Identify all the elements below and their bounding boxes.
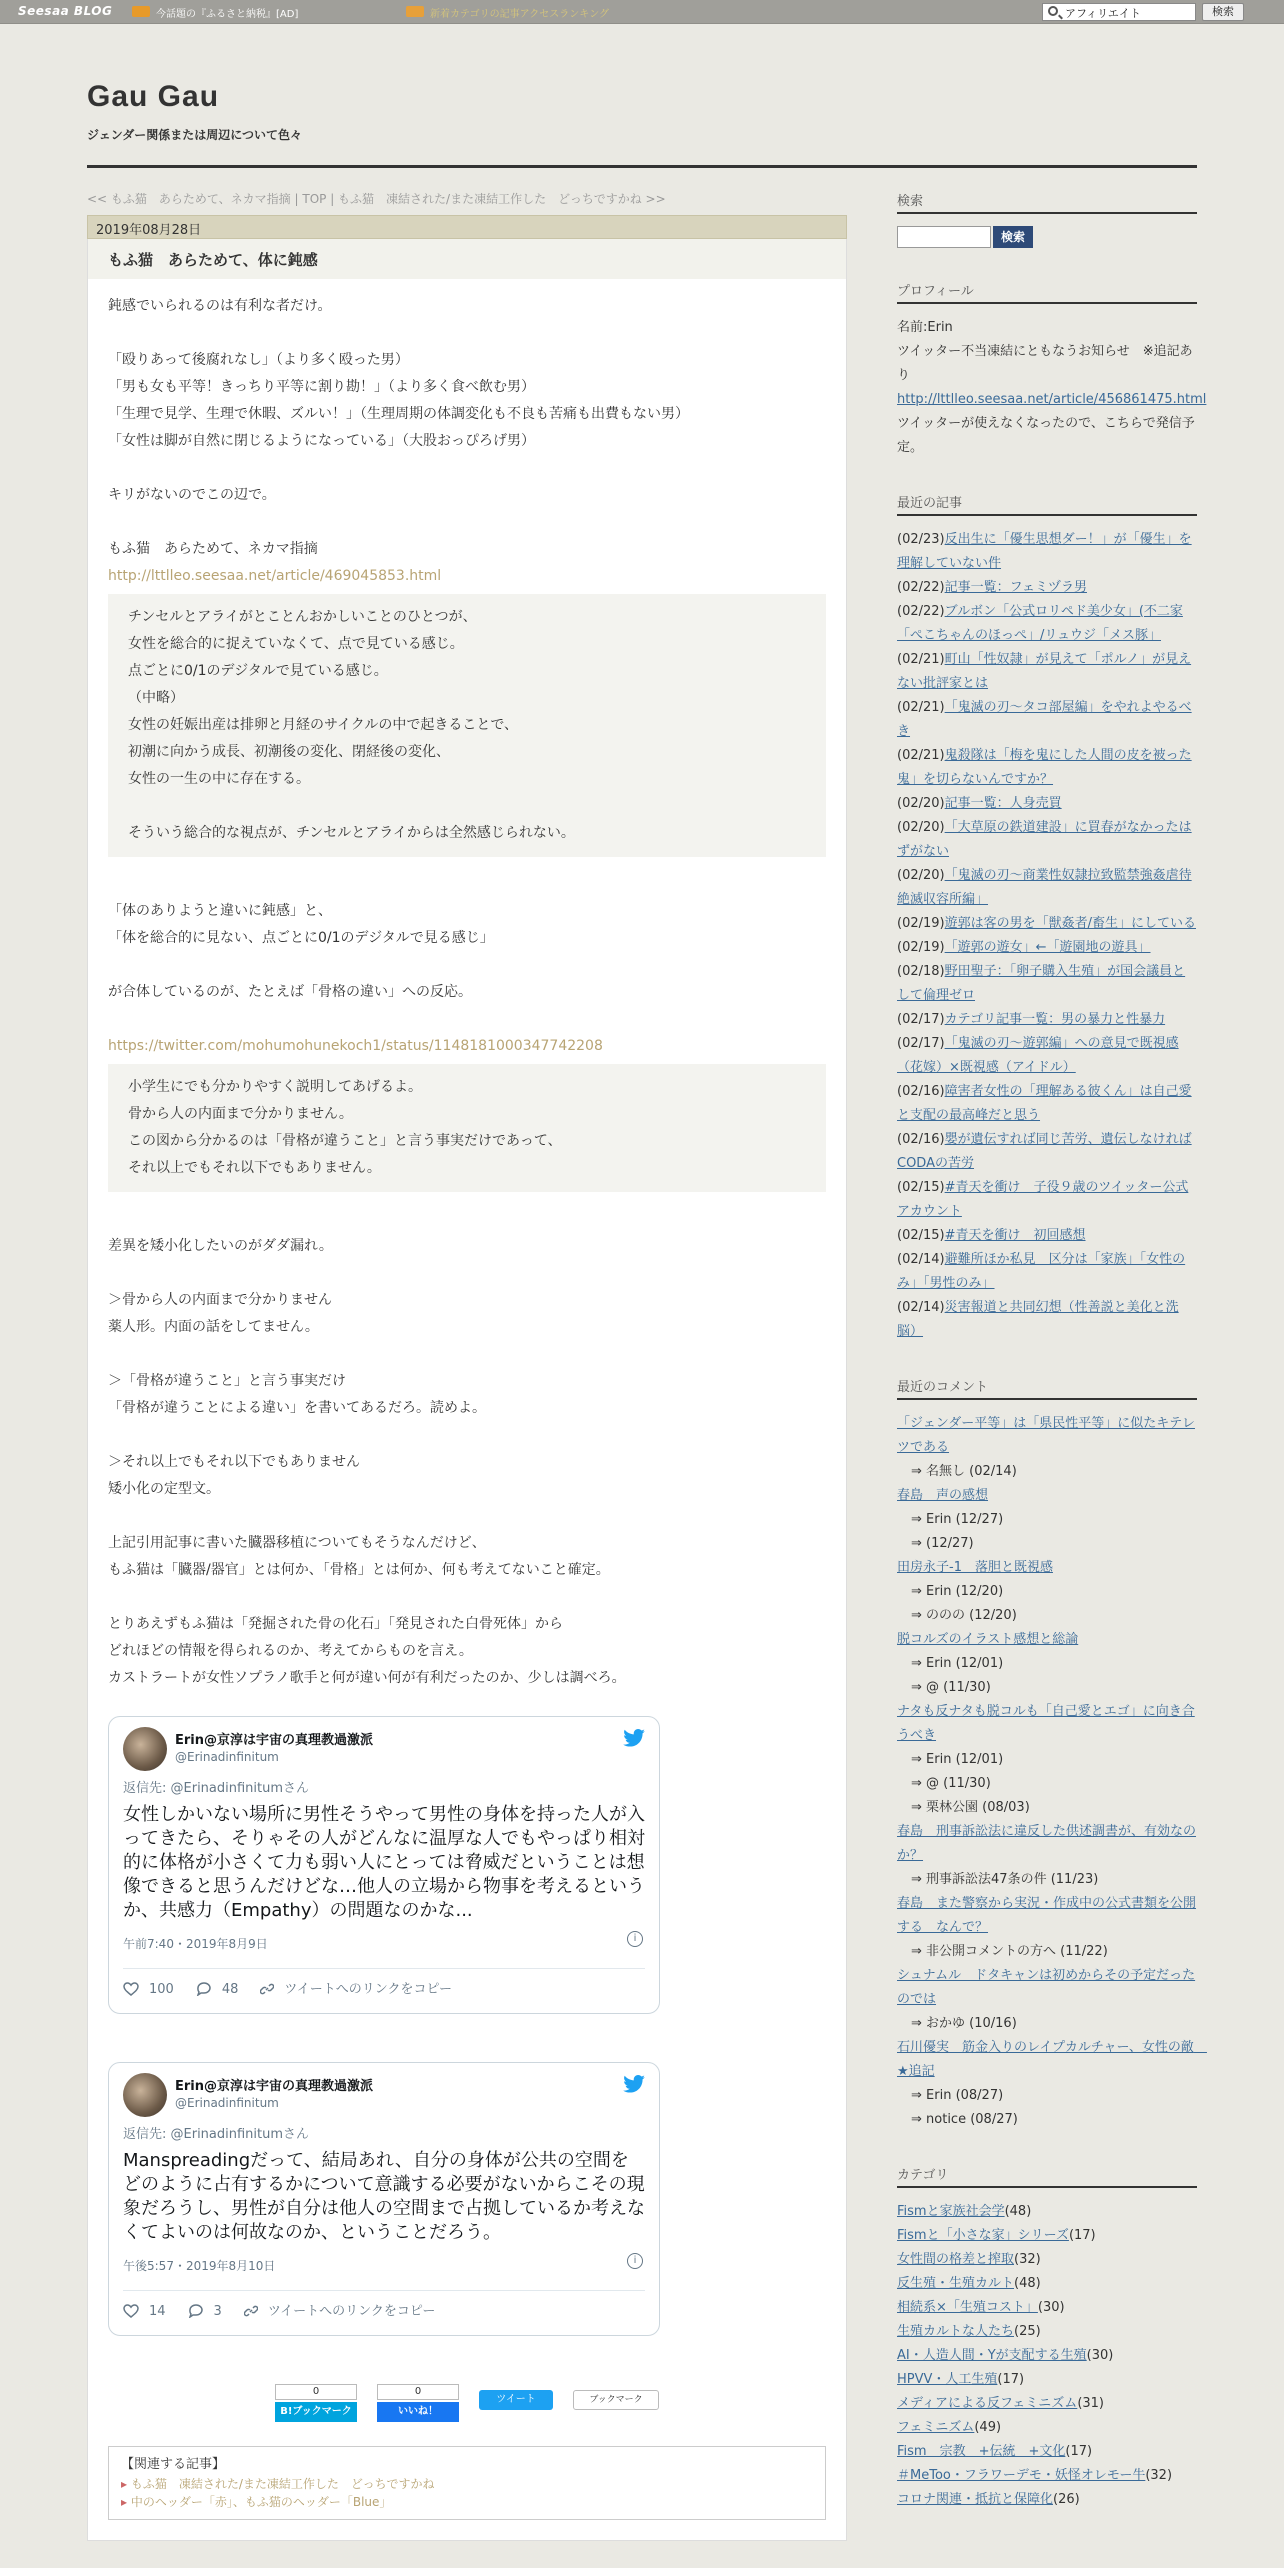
prev-post-link[interactable]: << もふ猫 あらためて、ネカマ指摘: [87, 192, 291, 206]
sidebar-search-button[interactable]: 検索: [993, 226, 1033, 248]
paragraph: キリがないのでこの辺で。: [108, 487, 276, 503]
search-icon: [1048, 6, 1058, 16]
recent-article-item: [897, 936, 1197, 960]
post-title[interactable]: もふ猫 あらためて、体に鈍感: [88, 239, 846, 279]
category-item: [897, 2224, 1197, 2248]
comment-article-link[interactable]: 春島 声の感想: [897, 1488, 989, 1503]
quote-line: 女性の一生の中に存在する。: [128, 771, 310, 787]
recent-article-date: (02/23): [897, 532, 945, 547]
tweet-author-name[interactable]: Erin@京淳は宇宙の真理教過激派: [175, 1733, 374, 1748]
info-icon[interactable]: i: [627, 2253, 643, 2269]
tweet-author-name[interactable]: Erin@京淳は宇宙の真理教過激派: [175, 2079, 374, 2094]
paragraph: 「骨格が違うことによる違い」を書いてあるだろ。読めよ。: [108, 1400, 486, 1416]
sidebar: [897, 190, 1207, 2544]
recent-article-link[interactable]: 遊郭は客の男を「獣姦者/畜生」にしている: [944, 916, 1196, 931]
category-item: [897, 2248, 1197, 2272]
reply-bubble-icon: [188, 2304, 204, 2318]
sidebar-heading: 検索: [897, 190, 1197, 214]
recent-article-item: [897, 1224, 1197, 1248]
paragraph: が合体しているのが、たとえば「骨格の違い」への反応。: [108, 984, 472, 1000]
blockquote: [108, 594, 826, 857]
recent-article-date: (02/20): [897, 868, 945, 883]
share-buttons: [108, 2384, 826, 2422]
topbar-search-button[interactable]: 検索: [1202, 3, 1244, 21]
reply-button[interactable]: [196, 1976, 239, 2003]
related-link[interactable]: ▸ もふ猫 凍結された/また凍結工作した どっちですかね: [121, 2475, 813, 2493]
recent-article-date: (02/16): [897, 1084, 945, 1099]
recent-articles-list: [897, 528, 1197, 1344]
comment-article-link[interactable]: 脱コルズのイラスト感想と総論: [897, 1632, 1079, 1647]
category-item: [897, 2344, 1197, 2368]
recent-article-link[interactable]: 「大草原の鉄道建設」に買春がなかったはずがない: [897, 820, 1192, 859]
category-item: [897, 2392, 1197, 2416]
profile-note: ツイッターが使えなくなったので、こちらで発信予定。: [897, 416, 1195, 455]
recent-article-item: [897, 1080, 1197, 1128]
hatena-count: 0: [275, 2384, 357, 2400]
tweet-share-button[interactable]: ツイート: [479, 2390, 553, 2410]
category-item: [897, 2488, 1197, 2512]
recent-article-item: [897, 960, 1197, 1008]
recent-article-date: (02/21): [897, 748, 945, 763]
recent-article-link[interactable]: 「鬼滅の刃～遊郭編」への意見で既視感（花嫁）×既視感（アイドル）: [897, 1036, 1179, 1075]
recent-article-link[interactable]: 障害者女性の「理解ある彼くん」は自己愛と支配の最高峰だと思う: [897, 1084, 1192, 1123]
recent-comments-list: [897, 1412, 1207, 2132]
recent-article-item: [897, 1176, 1197, 1224]
recent-article-item: [897, 864, 1197, 912]
category-link[interactable]: AI・人造人間・Yが支配する生殖: [897, 2348, 1087, 2363]
comment-article-link[interactable]: ナタも反ナタも脱コルも「自己愛とエゴ」に向き合うべき: [897, 1704, 1195, 1743]
site-description: ジェンダー関係または周辺について色々: [87, 128, 303, 142]
recent-article-date: (02/21): [897, 700, 945, 715]
category-list: [897, 2200, 1197, 2512]
reply-bubble-icon: [196, 1982, 212, 1996]
category-count: (17): [1068, 2228, 1096, 2243]
paragraph: 鈍感でいられるのは有利な者だけ。: [108, 298, 332, 314]
category-item: [897, 2296, 1197, 2320]
ad-icon: [132, 6, 150, 17]
recent-article-item: [897, 792, 1197, 816]
hatena-bookmark-button[interactable]: [275, 2384, 357, 2422]
facebook-label: いいね！: [377, 2402, 459, 2422]
comment-article-link[interactable]: 「ジェンダー平等」は「県民性平等」に似たキテレツである: [897, 1416, 1195, 1455]
category-link[interactable]: Fismと「小さな家」シリーズ: [897, 2228, 1069, 2243]
comment-author[interactable]: ⇒ 名無し (02/14): [911, 1464, 1017, 1479]
paragraph: 薬人形。内面の話をしてません。: [108, 1319, 319, 1335]
comment-article-link[interactable]: 石川優実 筋金入りのレイプカルチャー、女性の敵 ★追記: [897, 2040, 1207, 2079]
paragraph: 「生理で見学、生理で休暇、ズルい！」（生理周期の体調変化も不良も苦痛も出費もない男）: [108, 406, 689, 422]
recent-article-date: (02/14): [897, 1300, 945, 1315]
topbar-search-input[interactable]: [1042, 3, 1196, 21]
comment-article-link[interactable]: 春島 刑事訴訟法に違反した供述調書が、有効なのか？: [897, 1824, 1197, 1863]
paragraph: もふ猫は「臓器/器官」とは何か、「骨格」とは何か、何も考えてないこと確定。: [108, 1562, 610, 1578]
comment-article-link[interactable]: 田房永子-1 落胆と既視感: [897, 1560, 1053, 1575]
comment-author[interactable]: ⇒ Erin (12/01): [911, 1752, 1004, 1767]
profile-notice: ツイッター不当凍結にともなうお知らせ ※追記あり: [897, 344, 1193, 383]
recent-article-link[interactable]: 反出生に「優生思想ダー！」が「優生」を理解していない件: [897, 532, 1192, 571]
category-count: (48): [1014, 2276, 1041, 2291]
tweet-reply-to[interactable]: 返信先: @Erinadinfinitumさん: [123, 2127, 310, 2142]
category-link[interactable]: コロナ関連・抵抗と保障化: [897, 2492, 1054, 2507]
avatar[interactable]: [123, 2073, 167, 2117]
quote-line: そういう総合的な視点が、チンセルとアライからは全然感じられない。: [128, 825, 575, 841]
recent-article-date: (02/21): [897, 652, 945, 667]
tweet-author-handle[interactable]: @Erinadinfinitum: [175, 1750, 279, 1764]
tweet-text: 女性しかいない場所に男性そうやって男性の身体を持った人が入ってきたら、そりゃその人がどんなに温厚な人でもやっぱり相対的に体格が小さくて力も弱い人にとっては脅威だということは想像できると思うんだけどな…他人の立場から物事を考えるというか、共感力（Empathy）の問題なのかな...: [123, 1804, 645, 1921]
recent-article-date: (02/14): [897, 1252, 945, 1267]
comment-author[interactable]: ⇒ ののの (12/20): [911, 1608, 1017, 1623]
topbar-search-value: アフィリエイト: [1065, 7, 1141, 20]
category-count: (32): [1145, 2468, 1173, 2483]
recent-article-date: (02/18): [897, 964, 945, 979]
related-articles: [108, 2446, 826, 2520]
mail-icon: [406, 6, 424, 17]
paragraph: もふ猫 あらためて、ネカマ指摘: [108, 541, 318, 557]
paragraph: ＞骨から人の内面まで分かりません: [108, 1292, 332, 1308]
recent-article-item: [897, 648, 1197, 696]
quote-line: 初潮に向かう成長、初潮後の変化、閉経後の変化、: [128, 744, 450, 760]
category-count: (26): [1053, 2492, 1080, 2507]
sidebar-heading: 最近の記事: [897, 492, 1197, 516]
site-header: [87, 80, 1197, 168]
paragraph: ＞それ以上でもそれ以下でもありません: [108, 1454, 360, 1470]
recent-article-link[interactable]: ブルボン「公式ロリペド美少女」(不二家「ぺこちゃんのほっぺ」/リュウジ「メス豚」: [897, 604, 1183, 643]
recent-article-item: [897, 1128, 1197, 1176]
quote-line: この図から分かるのは「骨格が違うこと」と言う事実だけであって、: [128, 1133, 562, 1149]
embedded-tweet[interactable]: [108, 2062, 660, 2336]
notice-link[interactable]: 新着カテゴリの記事アクセスランキング: [430, 9, 609, 20]
category-item: [897, 2440, 1197, 2464]
recent-article-link[interactable]: 「遊郭の遊女」←「遊園地の遊具」: [944, 940, 1151, 955]
comment-author[interactable]: ⇒ @ (11/30): [911, 1776, 991, 1791]
recent-article-item: [897, 696, 1197, 744]
tweet-timestamp[interactable]: 午前7:40・2019年8月9日: [123, 1937, 268, 1951]
paragraph: ＞「骨格が違うこと」と言う事実だけ: [108, 1373, 346, 1389]
comment-article-link[interactable]: 春島 また警察から実況・作成中の公式書類を公開する なんで？: [897, 1896, 1197, 1935]
category-count: (30): [1086, 2348, 1114, 2363]
recent-article-date: (02/17): [897, 1012, 945, 1027]
category-count: (49): [974, 2420, 1002, 2435]
tweet-timestamp[interactable]: 午後5:57・2019年8月10日: [123, 2259, 276, 2273]
copy-link-label: ツイートへのリンクをコピー: [284, 1981, 452, 1997]
related-heading: 【関連する記事】: [121, 2457, 226, 2472]
category-link[interactable]: 反生殖・生殖カルト: [897, 2276, 1015, 2291]
link-icon: [244, 2304, 258, 2318]
category-item: [897, 2368, 1197, 2392]
quote-line: 女性を総合的に捉えていなくて、点で見ている感じ。: [128, 636, 464, 652]
recent-article-item: [897, 576, 1197, 600]
quote-line: 女性の妊娠出産は排卵と月経のサイクルの中で起きることで、: [128, 717, 519, 733]
copy-link-button[interactable]: [244, 2298, 436, 2325]
category-count: (31): [1077, 2396, 1104, 2411]
category-item: [897, 2464, 1197, 2488]
comment-article-link[interactable]: シュナムル ドタキャンは初めからその予定だったのでは: [897, 1968, 1196, 2007]
twitter-bird-icon[interactable]: [623, 2075, 645, 2093]
quote-line: それ以上でもそれ以下でもありません。: [128, 1160, 381, 1176]
recent-article-link[interactable]: 野田聖子：「卵子購入生殖」が国会議員として倫理ゼロ: [897, 964, 1186, 1003]
reply-count: 48: [221, 1981, 239, 1997]
twitter-status-link[interactable]: https://twitter.com/mohumohunekoch1/status/1148181000347742208: [108, 1038, 603, 1054]
recent-article-date: (02/20): [897, 796, 945, 811]
twitter-bird-icon[interactable]: [623, 1729, 645, 1747]
recent-article-item: [897, 1248, 1197, 1296]
recent-article-item: [897, 528, 1197, 576]
recent-article-item: [897, 1032, 1197, 1080]
post-body: [88, 279, 846, 2540]
category-link[interactable]: 相続系×「生殖コスト」: [897, 2300, 1038, 2315]
profile-name: 名前:Erin: [897, 320, 953, 335]
recent-article-date: (02/15): [897, 1180, 945, 1195]
seesaa-logo[interactable]: Seesaa BLOG: [18, 4, 113, 18]
quote-line: 小学生にでも分かりやすく説明してあげるよ。: [128, 1079, 422, 1095]
profile-link[interactable]: http://lttlleo.seesaa.net/article/456861475.html: [897, 392, 1207, 407]
recent-article-link[interactable]: 「鬼滅の刃～商業性奴隷拉致監禁強姦虐待絶滅収容所編」: [897, 868, 1192, 907]
category-item: [897, 2200, 1197, 2224]
paragraph: 「殴りあって後腐れなし」（より多く殴った男）: [108, 352, 409, 368]
site-title[interactable]: Gau Gau: [87, 80, 220, 113]
recent-article-link[interactable]: #青天を衝け 初回感想: [944, 1228, 1086, 1243]
recent-article-date: (02/15): [897, 1228, 945, 1243]
facebook-like-button[interactable]: [377, 2384, 459, 2422]
category-count: (30): [1037, 2300, 1065, 2315]
embedded-tweet[interactable]: [108, 1716, 660, 2014]
paragraph: 「女性は脚が自然に閉じるようになっている」（大股おっぴろげ男）: [108, 433, 535, 449]
link-icon: [260, 1982, 274, 1996]
category-count: (17): [997, 2372, 1025, 2387]
recent-article-item: [897, 1008, 1197, 1032]
paragraph: 差異を矮小化したいのがダダ漏れ。: [108, 1238, 333, 1254]
comment-author[interactable]: ⇒ 刑事訴訟法47条の件 (11/23): [911, 1872, 1099, 1887]
copy-link-button[interactable]: [260, 1976, 452, 2003]
like-button[interactable]: [123, 1976, 174, 2003]
paragraph: とりあえずもふ猫は「発掘された骨の化石」「発見された白骨死体」から: [108, 1616, 563, 1632]
info-icon[interactable]: i: [627, 1931, 643, 1947]
recent-article-date: (02/22): [897, 604, 945, 619]
category-item: [897, 2272, 1197, 2296]
hatena-label: B!ブックマーク: [275, 2402, 357, 2422]
post-navigation: << もふ猫 あらためて、ネカマ指摘 | TOP | もふ猫 凍結された/また凍結工作した どっちですかね >>: [87, 192, 666, 206]
paragraph: 矮小化の定型文。: [108, 1481, 220, 1497]
recent-article-item: [897, 744, 1197, 792]
category-count: (32): [1014, 2252, 1041, 2267]
sidebar-heading: プロフィール: [897, 280, 1197, 304]
category-link[interactable]: フェミニズム: [897, 2420, 975, 2435]
comment-author[interactable]: ⇒ 非公開コメントの方へ (11/22): [911, 1944, 1108, 1959]
quote-line: 点ごとに0/1のデジタルで見ている感じ。: [128, 663, 388, 679]
top-toolbar: [0, 0, 1284, 24]
heart-icon: [123, 2304, 139, 2318]
recent-article-link[interactable]: カテゴリ記事一覧：男の暴力と性暴力: [944, 1012, 1166, 1027]
tweet-author-handle[interactable]: @Erinadinfinitum: [175, 2096, 279, 2110]
like-button[interactable]: [123, 2298, 166, 2325]
category-item: [897, 2416, 1197, 2440]
recent-article-link[interactable]: 鬼殺隊は「梅を鬼にした人間の皮を被った鬼」を切らないんですか？: [897, 748, 1192, 787]
category-link[interactable]: 女性間の格差と搾取: [897, 2252, 1015, 2267]
heart-icon: [123, 1982, 139, 1996]
sidebar-heading: カテゴリ: [897, 2164, 1197, 2188]
category-link[interactable]: ＃MeToo・フラワーデモ・妖怪オレモー牛: [897, 2468, 1146, 2483]
paragraph: 「男も女も平等！きっちり平等に割り勘！」（より多く食べ飲む男）: [108, 379, 535, 395]
category-link[interactable]: メディアによる反フェミニズム: [897, 2396, 1078, 2411]
comment-author[interactable]: ⇒ (12/27): [911, 1536, 974, 1551]
recent-article-date: (02/22): [897, 580, 945, 595]
reply-button[interactable]: [188, 2298, 222, 2325]
recent-article-item: [897, 600, 1197, 648]
facebook-count: 0: [377, 2384, 459, 2400]
comment-author[interactable]: ⇒ Erin (08/27): [911, 2088, 1004, 2103]
category-count: (17): [1065, 2444, 1093, 2459]
comment-author[interactable]: ⇒ Erin (12/20): [911, 1584, 1004, 1599]
recent-article-item: [897, 1296, 1197, 1344]
quote-line: 骨から人の内面まで分かりません。: [128, 1106, 353, 1122]
recent-article-link[interactable]: 記事一覧：フェミヅラ男: [944, 580, 1087, 595]
reply-count: 3: [213, 2303, 222, 2319]
recent-article-link[interactable]: 記事一覧：人身売買: [944, 796, 1062, 811]
recent-article-item: [897, 816, 1197, 864]
category-link[interactable]: 生殖カルトな人たち: [897, 2324, 1015, 2339]
recent-article-link[interactable]: 「鬼滅の刃～タコ部屋編」をやれよやるべき: [897, 700, 1192, 739]
category-link[interactable]: HPVV・人工生殖: [897, 2372, 998, 2387]
main-column: [87, 190, 847, 2541]
paragraph: 上記引用記事に書いた臓器移植についてもそうなんだけど、: [108, 1535, 486, 1551]
recent-article-date: (02/17): [897, 1036, 945, 1051]
recent-article-link[interactable]: #青天を衝け 子役９歳のツイッター公式アカウント: [897, 1180, 1189, 1219]
recent-article-date: (02/16): [897, 1132, 945, 1147]
top-link[interactable]: TOP: [302, 192, 327, 206]
category-item: [897, 2320, 1197, 2344]
tweet-reply-to[interactable]: 返信先: @Erinadinfinitumさん: [123, 1781, 310, 1796]
copy-link-label: ツイートへのリンクをコピー: [267, 2303, 436, 2319]
comment-author[interactable]: ⇒ Erin (12/27): [911, 1512, 1004, 1527]
next-post-link[interactable]: もふ猫 凍結された/また凍結工作した どっちですかね >>: [338, 192, 666, 206]
recent-article-item: [897, 912, 1197, 936]
post: [87, 239, 847, 2541]
paragraph: 「体のありようと違いに鈍感」と、: [108, 903, 332, 919]
category-link[interactable]: Fism 宗教 +伝統 +文化: [897, 2444, 1066, 2459]
recent-article-date: (02/20): [897, 820, 945, 835]
recent-article-link[interactable]: 町山「性奴隷」が見えて「ポルノ」が見えない批評家とは: [897, 652, 1192, 691]
quote-line: （中略）: [128, 690, 184, 706]
tweet-text: Manspreadingだって、結局あれ、自分の身体が公共の空間をどのように占有するかについて意識する必要がないからこその現象だろうし、男性が自分は他人の空間まで占拠しているか考えなくてよいのは何故なのか、ということだろう。: [123, 2150, 645, 2243]
like-count: 100: [149, 1981, 174, 1997]
comment-author[interactable]: ⇒ @ (11/30): [911, 1680, 991, 1695]
avatar[interactable]: [123, 1727, 167, 1771]
promo-link[interactable]: 今話題の『ふるさと納税』[AD]: [156, 9, 299, 20]
paragraph: カストラートが女性ソプラノ歌手と何が違い何が有利だったのか、少しは調べろ。: [108, 1670, 626, 1686]
paragraph: 「体を総合的に見ない、点ごとに0/1のデジタルで見る感じ」: [108, 930, 494, 946]
article-link[interactable]: http://lttlleo.seesaa.net/article/469045853.html: [108, 568, 442, 584]
recent-article-link[interactable]: 避難所ほか私見 区分は「家族」「女性のみ」「男性のみ」: [897, 1252, 1186, 1291]
recent-article-date: (02/19): [897, 940, 945, 955]
comment-author[interactable]: ⇒ notice (08/27): [911, 2112, 1018, 2127]
recent-article-link[interactable]: 災害報道と共同幻想（性善説と美化と洗脳）: [897, 1300, 1179, 1339]
sidebar-heading: 最近のコメント: [897, 1376, 1197, 1400]
quote-line: チンセルとアライがとことんおかしいことのひとつが、: [128, 609, 477, 625]
sidebar-search-input[interactable]: [897, 226, 991, 248]
like-count: 14: [149, 2303, 166, 2319]
category-count: (25): [1014, 2324, 1041, 2339]
recent-article-date: (02/19): [897, 916, 945, 931]
blockquote: [108, 1064, 826, 1192]
comment-author[interactable]: ⇒ Erin (12/01): [911, 1656, 1004, 1671]
bookmark-share-button[interactable]: ブックマーク: [573, 2390, 659, 2410]
comment-author[interactable]: ⇒ 栗林公園 (08/03): [911, 1800, 1030, 1815]
recent-article-link[interactable]: 嬰が遺伝すれば同じ苦労、遺伝しなければCODAの苦労: [897, 1132, 1192, 1171]
category-link[interactable]: Fismと家族社会学: [897, 2204, 1005, 2219]
category-count: (48): [1004, 2204, 1032, 2219]
related-link[interactable]: ▸ 中のヘッダー「赤」、もふ猫のヘッダー「Blue」: [121, 2493, 813, 2511]
post-date: 2019年08月28日: [87, 215, 847, 239]
paragraph: どれほどの情報を得られるのか、考えてからものを言え。: [108, 1643, 473, 1659]
comment-author[interactable]: ⇒ おかゆ (10/16): [911, 2016, 1017, 2031]
